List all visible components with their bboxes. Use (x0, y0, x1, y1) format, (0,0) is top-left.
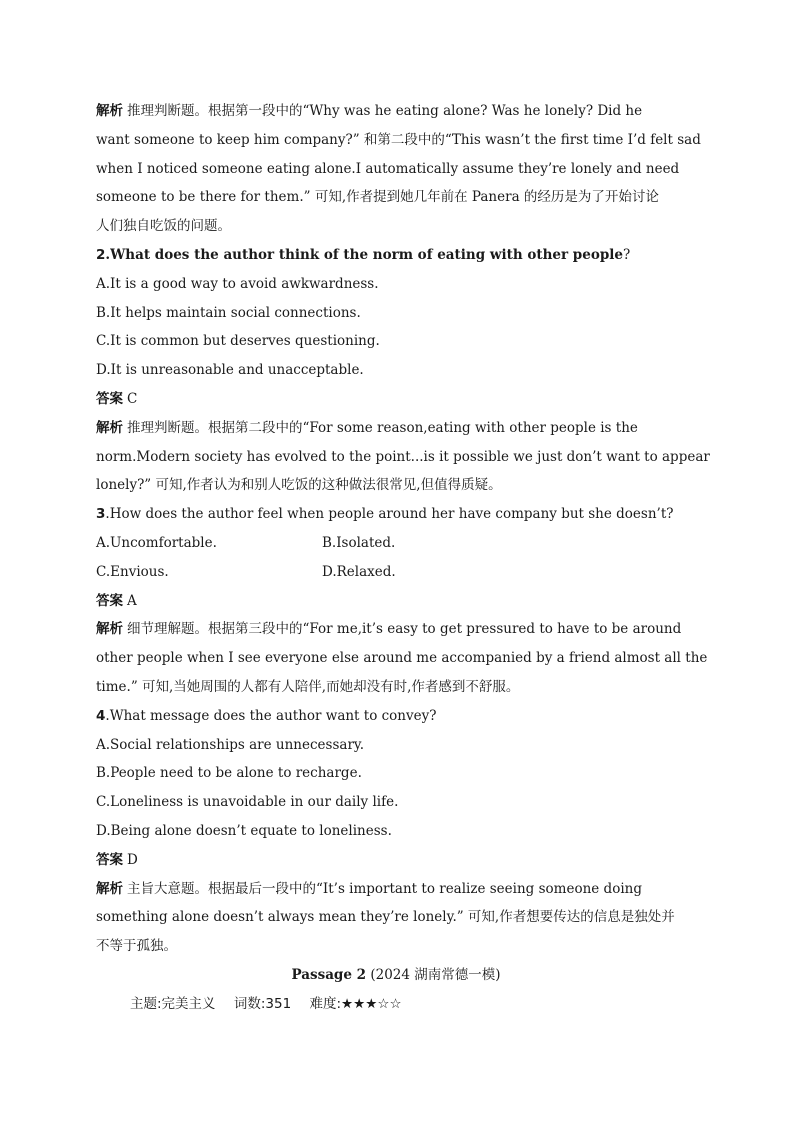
answer-label: 答案 (96, 592, 123, 609)
passage-source: (2024 湖南常德一模) (370, 966, 501, 983)
q1-analysis-line-4: someone to be there for them.” 可知,作者提到她几年前在 Panera 的经历是为了开始讨论 (96, 189, 659, 206)
question-3 (96, 500, 696, 529)
question-2: 2.What does the author think of the norm of eating with other people? (96, 246, 631, 263)
q3-option-b: B.Isolated. (322, 534, 396, 551)
q2-analysis-line-3: lonely?” 可知,作者认为和别人吃饭的这种做法很常见,但值得质疑。 (96, 477, 502, 494)
q2-option-c: C.It is common but deserves questioning. (96, 333, 380, 350)
question-number: 4 (96, 707, 106, 724)
q3-answer (96, 587, 696, 616)
passage-difficulty: 难度:★★★☆☆ (309, 995, 402, 1012)
answer-label: 答案 (96, 390, 123, 407)
passage-topic: 主题:完美主义 (130, 995, 216, 1012)
question-text: .What message does the author want to convey? (105, 707, 437, 724)
q4-option-d: D.Being alone doesn’t equate to loneliness. (96, 822, 392, 839)
q4-option-c: C.Loneliness is unavoidable in our daily life. (96, 794, 399, 811)
answer-label: 答案 (96, 851, 123, 868)
q1-analysis-line-1: 解析 推理判断题。根据第一段中的“Why was he eating alone? Was he lonely? Did he (96, 103, 643, 119)
analysis-label: 解析 (96, 103, 123, 119)
passage-heading (96, 961, 696, 990)
q2-option-b: B.It helps maintain social connections. (96, 304, 361, 321)
question-text: .How does the author feel when people around her have company but she doesn’t? (105, 506, 674, 523)
q3-option-a: A.Uncomfortable. (96, 534, 217, 551)
q1-analysis-line-5: 人们独自吃饭的问题。 (96, 218, 231, 235)
passage-meta (96, 990, 696, 1019)
analysis-label: 解析 (96, 880, 123, 897)
question-number: 2 (96, 246, 106, 263)
analysis-label: 解析 (96, 621, 123, 638)
q4-option-b: B.People need to be alone to recharge. (96, 765, 362, 782)
q1-analysis-line-3: when I noticed someone eating alone.I automatically assume they’re lonely and need (96, 160, 680, 177)
q2-option-a: A.It is a good way to avoid awkwardness. (96, 275, 379, 292)
q3-options-row-2 (96, 558, 696, 587)
answer-value: C (127, 390, 138, 407)
q3-option-d: D.Relaxed. (322, 563, 396, 580)
passage-title: Passage 2 (291, 966, 367, 983)
answer-value: A (127, 592, 137, 609)
analysis-label: 解析 (96, 419, 123, 436)
question-4 (96, 702, 696, 731)
q4-answer (96, 846, 696, 875)
q3-analysis-line-2: other people when I see everyone else around me accompanied by a friend almost all the (96, 650, 708, 667)
document-page (96, 97, 710, 1019)
q3-options-row-1 (96, 529, 696, 558)
q4-analysis-line-1: 解析 主旨大意题。根据最后一段中的“It’s important to realize seeing someone doing (96, 880, 642, 897)
q2-analysis-line-2: norm.Modern society has evolved to the point...is it possible we just don’t want to appear (96, 448, 710, 465)
q3-analysis-line-3: time.” 可知,当她周围的人都有人陪伴,而她却没有时,作者感到不舒服。 (96, 678, 520, 695)
q4-analysis-line-2: something alone doesn’t always mean they’re lonely.” 可知,作者想要传达的信息是独处并 (96, 909, 675, 926)
passage-word-count: 词数:351 (233, 995, 292, 1012)
q4-option-a: A.Social relationships are unnecessary. (96, 736, 365, 753)
q2-option-d: D.It is unreasonable and unacceptable. (96, 362, 364, 379)
q3-option-c: C.Envious. (96, 563, 169, 580)
q4-analysis-line-3: 不等于孤独。 (96, 938, 177, 955)
q2-analysis-line-1: 解析 推理判断题。根据第二段中的“For some reason,eating with other people is the (96, 419, 638, 436)
q3-analysis-line-1: 解析 细节理解题。根据第三段中的“For me,it’s easy to get pressured to have to be around (96, 621, 682, 638)
question-number: 3 (96, 506, 106, 523)
answer-value: D (127, 851, 138, 868)
question-text: .What does the author think of the norm of eating with other people (105, 246, 624, 263)
q2-answer (96, 385, 696, 414)
q1-analysis-line-2: want someone to keep him company?” 和第二段中的“This wasn’t the first time I’d felt sad (96, 131, 701, 148)
